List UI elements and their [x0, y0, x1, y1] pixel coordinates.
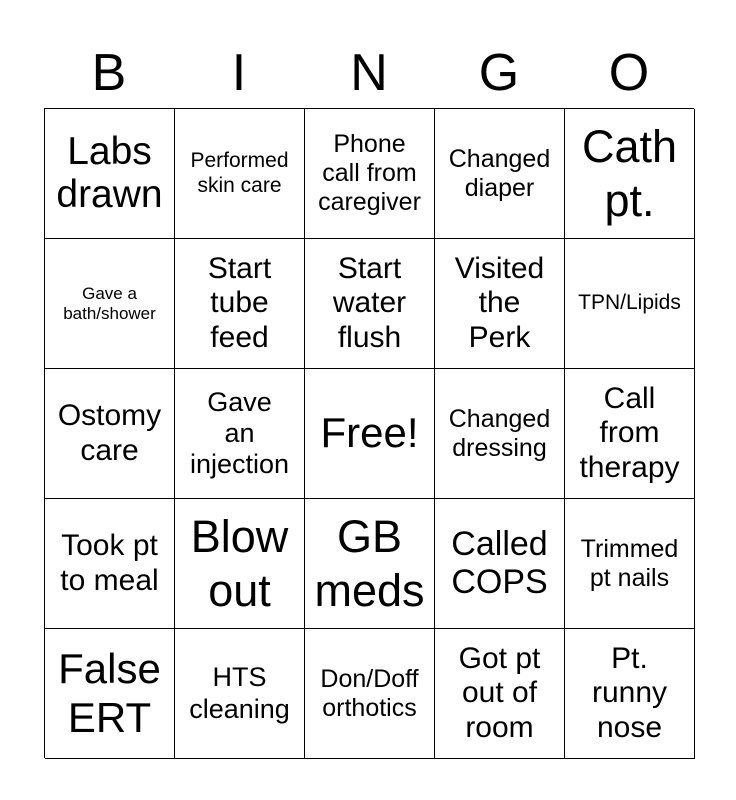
cell-text: Cath pt.: [581, 120, 678, 226]
bingo-cell[interactable]: [175, 499, 305, 629]
cell-text: Took pt to meal: [60, 529, 159, 597]
header-letter-g: G: [478, 44, 520, 102]
cell-text: False ERT: [58, 645, 161, 741]
bingo-cell[interactable]: [45, 109, 175, 239]
bingo-cell[interactable]: [305, 499, 435, 629]
cell-text: Trimmed pt nails: [580, 534, 679, 592]
bingo-cell[interactable]: [565, 499, 695, 629]
header-letter-o: O: [608, 44, 650, 102]
bingo-cell[interactable]: [565, 369, 695, 499]
bingo-cell[interactable]: [305, 369, 435, 499]
cell-text: Pt. runny nose: [591, 641, 668, 744]
bingo-cell[interactable]: [45, 369, 175, 499]
bingo-cell[interactable]: [565, 629, 695, 759]
cell-text: Visited the Perk: [454, 251, 545, 354]
cell-text: Performed skin care: [190, 149, 289, 197]
bingo-cell[interactable]: [435, 369, 565, 499]
bingo-cell[interactable]: [175, 239, 305, 369]
bingo-cell[interactable]: [45, 239, 175, 369]
cell-text: Phone call from caregiver: [318, 130, 421, 216]
bingo-board: [44, 108, 694, 758]
cell-text: Free!: [320, 409, 419, 457]
bingo-cell[interactable]: [435, 629, 565, 759]
header-letter-i: I: [231, 44, 247, 102]
bingo-cell[interactable]: [175, 109, 305, 239]
bingo-cell[interactable]: [435, 109, 565, 239]
bingo-cell[interactable]: [45, 629, 175, 759]
bingo-header: [44, 40, 694, 106]
bingo-cell[interactable]: [435, 499, 565, 629]
cell-text: Ostomy care: [57, 399, 162, 467]
bingo-cell[interactable]: [435, 239, 565, 369]
cell-text: Got pt out of room: [458, 641, 541, 744]
bingo-cell[interactable]: [305, 629, 435, 759]
bingo-cell[interactable]: [565, 239, 695, 369]
cell-text: Call from therapy: [579, 381, 680, 484]
cell-text: Gave a bath/shower: [63, 283, 156, 323]
cell-text: HTS cleaning: [189, 662, 290, 724]
cell-text: Changed diaper: [448, 144, 551, 202]
cell-text: Start water flush: [332, 251, 407, 354]
cell-text: Gave an injection: [189, 386, 290, 480]
header-letter-n: N: [350, 44, 388, 102]
bingo-cell[interactable]: [175, 369, 305, 499]
cell-text: Called COPS: [451, 525, 548, 601]
bingo-cell[interactable]: [45, 499, 175, 629]
bingo-cell[interactable]: [305, 239, 435, 369]
cell-text: TPN/Lipids: [578, 291, 681, 315]
bingo-cell[interactable]: [305, 109, 435, 239]
header-letter-b: B: [91, 44, 127, 102]
cell-text: GB meds: [314, 510, 425, 616]
cell-text: Changed dressing: [448, 404, 551, 462]
cell-text: Labs drawn: [56, 129, 163, 216]
cell-text: Start tube feed: [207, 251, 272, 354]
bingo-cell[interactable]: [565, 109, 695, 239]
bingo-cell[interactable]: [175, 629, 305, 759]
cell-text: Don/Doff orthotics: [320, 664, 419, 722]
cell-text: Blow out: [190, 510, 289, 616]
